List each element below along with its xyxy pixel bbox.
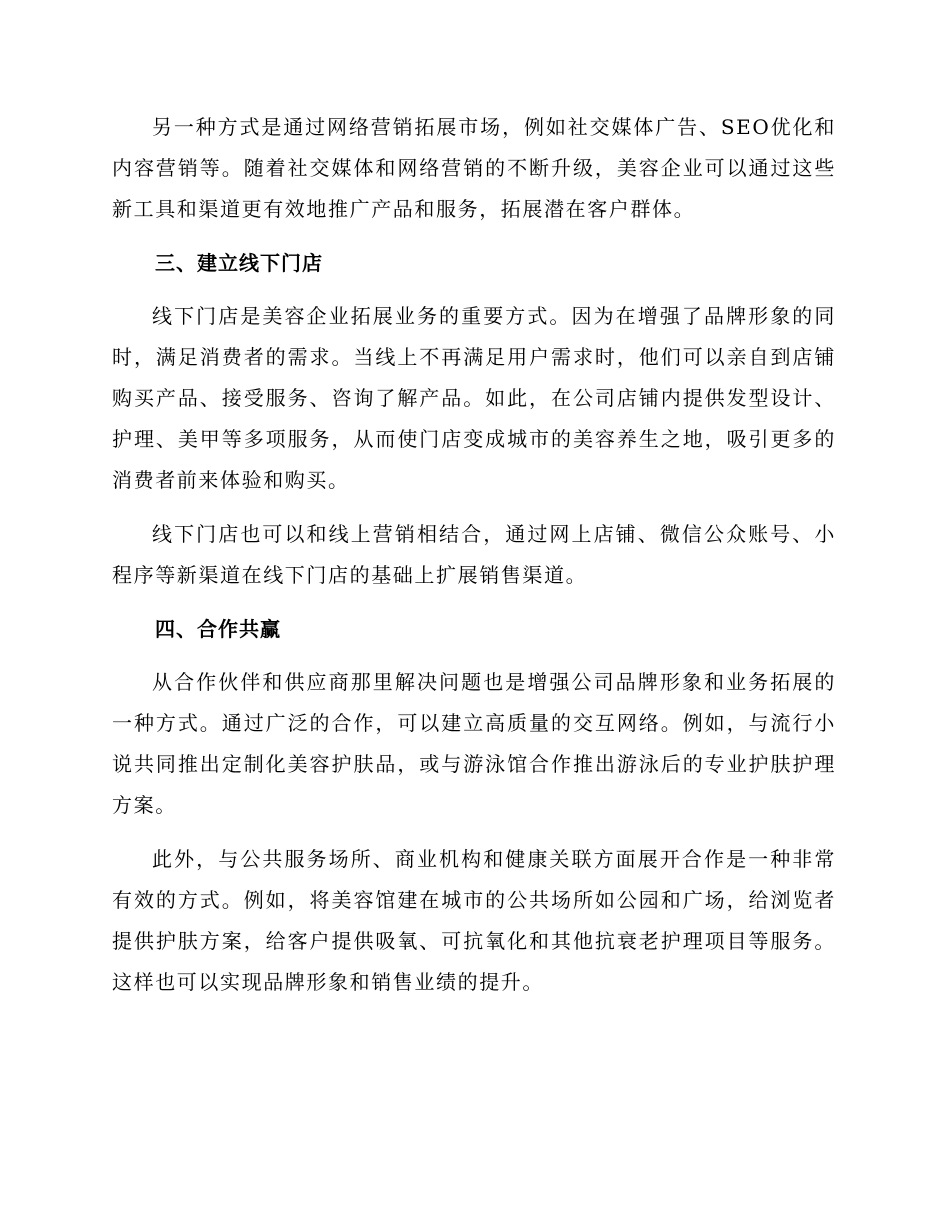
paragraph-partners-suppliers: 从合作伙伴和供应商那里解决问题也是增强公司品牌形象和业务拓展的一种方式。通过广泛的合作，可以建立高质量的交互网络。例如，与流行小说共同推出定制化美容护肤品，或与游泳馆合作推出游泳后的专业护肤护理方案。	[112, 670, 836, 817]
paragraph-offline-stores: 线下门店是美容企业拓展业务的重要方式。因为在增强了品牌形象的同时，满足消费者的需求。当线上不再满足用户需求时，他们可以亲自到店铺购买产品、接受服务、咨询了解产品。如此，在公司店铺内提供发型设计、护理、美甲等多项服务，从而使门店变成城市的美容养生之地，吸引更多的消费者前来体验和购买。	[112, 304, 836, 492]
paragraph-online-offline-combination: 线下门店也可以和线上营销相结合，通过网上店铺、微信公众账号、小程序等新渠道在线下门店的基础上扩展销售渠道。	[112, 522, 836, 587]
section-heading-offline-stores: 三、建立线下门店	[155, 251, 323, 275]
section-heading-cooperation: 四、合作共赢	[155, 617, 281, 641]
paragraph-online-marketing: 另一种方式是通过网络营销拓展市场，例如社交媒体广告、SEO优化和内容营销等。随着社交媒体和网络营销的不断升级，美容企业可以通过这些新工具和渠道更有效地推广产品和服务，拓展潜在客户群体。	[112, 115, 836, 221]
paragraph-public-cooperation: 此外，与公共服务场所、商业机构和健康关联方面展开合作是一种非常有效的方式。例如，将美容馆建在城市的公共场所如公园和广场，给浏览者提供护肤方案，给客户提供吸氧、可抗氧化和其他抗衰老护理项目等服务。这样也可以实现品牌形象和销售业绩的提升。	[112, 847, 836, 994]
document-body	[112, 107, 836, 1016]
